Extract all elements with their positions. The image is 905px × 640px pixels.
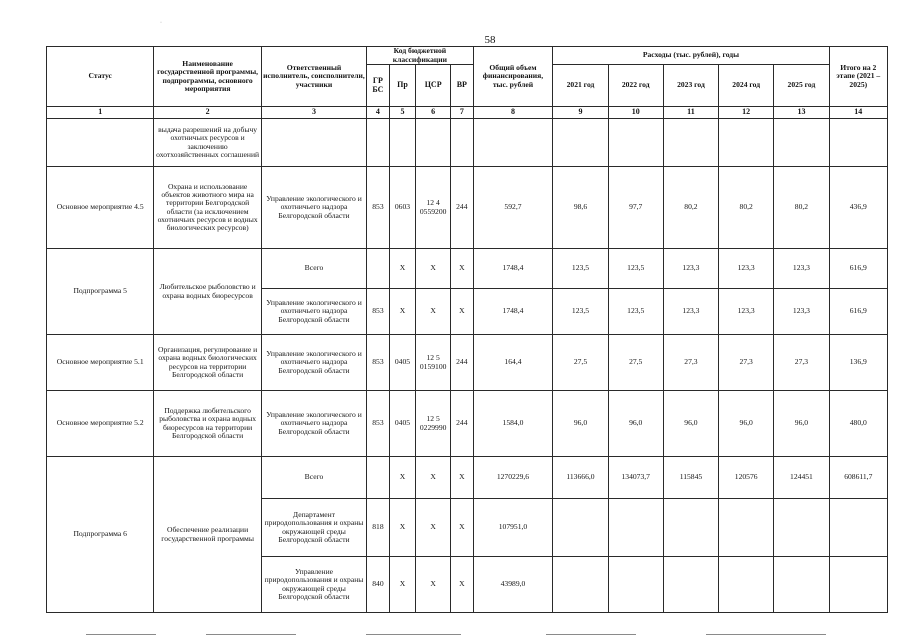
cell-vr: Х xyxy=(451,557,474,613)
table-row xyxy=(47,457,888,499)
column-number: 1 xyxy=(47,107,154,119)
cell-csr: Х xyxy=(416,499,451,557)
header-vr: ВР xyxy=(451,65,474,107)
edge-line xyxy=(366,634,461,635)
cell-2023: 123,3 xyxy=(663,289,718,335)
cell-pr: Х xyxy=(389,557,416,613)
cell-2022: 134073,7 xyxy=(608,457,663,499)
column-number: 4 xyxy=(367,107,390,119)
table-row xyxy=(47,119,888,167)
cell-stage-total: 480,0 xyxy=(829,391,887,457)
edge-line xyxy=(206,634,296,635)
column-number: 9 xyxy=(553,107,608,119)
cell-2022: 96,0 xyxy=(608,391,663,457)
cell-pr: Х xyxy=(389,249,416,289)
cell-total: 43989,0 xyxy=(473,557,553,613)
cell-2023 xyxy=(663,557,718,613)
cell-name: Организация, регулирование и охрана водных биологических ресурсов на территории Белгородской области xyxy=(154,335,261,391)
edge-line xyxy=(86,634,156,635)
cell-stage-total: 136,9 xyxy=(829,335,887,391)
cell-2024: 120576 xyxy=(719,457,774,499)
header-2021: 2021 год xyxy=(553,65,608,107)
cell-2023 xyxy=(663,499,718,557)
cell-2025: 96,0 xyxy=(774,391,829,457)
cell-csr: Х xyxy=(416,457,451,499)
cell-2025: 80,2 xyxy=(774,167,829,249)
cell-2023: 27,3 xyxy=(663,335,718,391)
cell-status xyxy=(47,119,154,167)
cell-pr: Х xyxy=(389,289,416,335)
column-number: 8 xyxy=(473,107,553,119)
cell-2024: 123,3 xyxy=(719,249,774,289)
header-2024: 2024 год xyxy=(719,65,774,107)
column-number: 11 xyxy=(663,107,718,119)
cell-2025 xyxy=(774,557,829,613)
cell-stage-total: 436,9 xyxy=(829,167,887,249)
cell-name: Обеспечение реализации государственной программы xyxy=(154,457,261,613)
cell-2021: 98,6 xyxy=(553,167,608,249)
cell-2025: 123,3 xyxy=(774,249,829,289)
cell-total: 1748,4 xyxy=(473,249,553,289)
cell-stage-total: 608611,7 xyxy=(829,457,887,499)
cell-status: Основное мероприятие 5.1 xyxy=(47,335,154,391)
column-number: 6 xyxy=(416,107,451,119)
cell-responsible: Всего xyxy=(261,249,366,289)
cell-responsible: Всего xyxy=(261,457,366,499)
cell-name: выдача разрешений на добычу охотничьих ресурсов и заключению охотхозяйственных соглашений xyxy=(154,119,261,167)
header-expenses: Расходы (тыс. рублей), годы xyxy=(553,47,829,65)
cell-2021: 96,0 xyxy=(553,391,608,457)
header-stage-total: Итого на 2 этапе (2021 – 2025) xyxy=(829,47,887,107)
cell-2024 xyxy=(719,557,774,613)
cell-stage-total: 616,9 xyxy=(829,249,887,289)
stray-mark: · xyxy=(160,20,162,26)
cell-csr: Х xyxy=(416,557,451,613)
cell-status: Основное мероприятие 5.2 xyxy=(47,391,154,457)
cell-2022 xyxy=(608,557,663,613)
header-budget-code: Код бюджетной классификации xyxy=(367,47,473,65)
table-row xyxy=(47,391,888,457)
cell-2024 xyxy=(719,499,774,557)
cell-stage-total xyxy=(829,557,887,613)
cell-status: Подпрограмма 6 xyxy=(47,457,154,613)
cell-csr: Х xyxy=(416,249,451,289)
cell-pr: Х xyxy=(389,457,416,499)
cell-csr: 12 5 0159100 xyxy=(416,335,451,391)
cell-grbs xyxy=(367,457,390,499)
cell-total: 592,7 xyxy=(473,167,553,249)
cell-name: Поддержка любительского рыболовства и охрана водных биоресурсов на территории Белгородской области xyxy=(154,391,261,457)
table-row xyxy=(47,335,888,391)
edge-line xyxy=(706,634,826,635)
cell-2021: 123,5 xyxy=(553,249,608,289)
page-number: 58 xyxy=(484,34,496,46)
cell-grbs: 840 xyxy=(367,557,390,613)
cell-2023: 96,0 xyxy=(663,391,718,457)
cell-responsible: Управление экологического и охотничьего надзора Белгородской области xyxy=(261,289,366,335)
cell-2021: 123,5 xyxy=(553,289,608,335)
cell-grbs: 853 xyxy=(367,391,390,457)
header-2022: 2022 год xyxy=(608,65,663,107)
cell-stage-total xyxy=(829,499,887,557)
column-number: 5 xyxy=(389,107,416,119)
edge-line xyxy=(546,634,636,635)
cell-2025 xyxy=(774,499,829,557)
header-csr: ЦСР xyxy=(416,65,451,107)
cell-2023: 80,2 xyxy=(663,167,718,249)
cell-responsible: Управление природопользования и охраны окружающей среды Белгородской области xyxy=(261,557,366,613)
cell-total: 107951,0 xyxy=(473,499,553,557)
cell-total: 1748,4 xyxy=(473,289,553,335)
cell-2022: 123,5 xyxy=(608,289,663,335)
cell-2025: 27,3 xyxy=(774,335,829,391)
cell-vr: 244 xyxy=(451,167,474,249)
cell-2022: 97,7 xyxy=(608,167,663,249)
cell-name: Охрана и использование объектов животного мира на территории Белгородской области (за исключением охотничьих ресурсов и водных биологических ресурсов) xyxy=(154,167,261,249)
cell-pr: Х xyxy=(389,499,416,557)
cell-responsible: Управление экологического и охотничьего надзора Белгородской области xyxy=(261,167,366,249)
cell-grbs: 853 xyxy=(367,167,390,249)
cell-2025: 124451 xyxy=(774,457,829,499)
cell-total: 1270229,6 xyxy=(473,457,553,499)
cell-csr: Х xyxy=(416,289,451,335)
column-number: 7 xyxy=(451,107,474,119)
cell-2024: 80,2 xyxy=(719,167,774,249)
table-row xyxy=(47,167,888,249)
column-number: 10 xyxy=(608,107,663,119)
cell-vr: Х xyxy=(451,457,474,499)
header-2023: 2023 год xyxy=(663,65,718,107)
header-pr: Пр xyxy=(389,65,416,107)
cell-2023: 123,3 xyxy=(663,249,718,289)
cell-grbs: 853 xyxy=(367,335,390,391)
cell-2024: 27,3 xyxy=(719,335,774,391)
column-number: 12 xyxy=(719,107,774,119)
cell-grbs: 818 xyxy=(367,499,390,557)
cell-2021: 27,5 xyxy=(553,335,608,391)
header-status: Статус xyxy=(47,47,154,107)
cell-vr: 244 xyxy=(451,391,474,457)
cell-stage-total: 616,9 xyxy=(829,289,887,335)
column-number: 2 xyxy=(154,107,261,119)
cell-vr: Х xyxy=(451,289,474,335)
column-number-row xyxy=(47,107,888,119)
cell-2021 xyxy=(553,557,608,613)
cell-pr: 0603 xyxy=(389,167,416,249)
next-page-table-edge xyxy=(46,632,888,638)
cell-vr: Х xyxy=(451,499,474,557)
cell-2021 xyxy=(553,499,608,557)
header-program-name: Наименование государственной программы, подпрограммы, основного мероприятия xyxy=(154,47,261,107)
cell-2025: 123,3 xyxy=(774,289,829,335)
header-total-volume: Общий объем финансирования, тыс. рублей xyxy=(473,47,553,107)
cell-grbs xyxy=(367,249,390,289)
cell-name: Любительское рыболовство и охрана водных биоресурсов xyxy=(154,249,261,335)
cell-vr: 244 xyxy=(451,335,474,391)
cell-status: Подпрограмма 5 xyxy=(47,249,154,335)
cell-2022 xyxy=(608,499,663,557)
cell-total: 164,4 xyxy=(473,335,553,391)
cell-responsible: Департамент природопользования и охраны окружающей среды Белгородской области xyxy=(261,499,366,557)
cell-2024: 123,3 xyxy=(719,289,774,335)
cell-pr: 0405 xyxy=(389,335,416,391)
cell-responsible: Управление экологического и охотничьего надзора Белгородской области xyxy=(261,391,366,457)
column-number: 13 xyxy=(774,107,829,119)
header-grbs: ГР БС xyxy=(367,65,390,107)
header-responsible: Ответственный исполнитель, соисполнители, участники xyxy=(261,47,366,107)
cell-status: Основное мероприятие 4.5 xyxy=(47,167,154,249)
cell-vr: Х xyxy=(451,249,474,289)
cell-responsible: Управление экологического и охотничьего надзора Белгородской области xyxy=(261,335,366,391)
cell-csr: 12 5 0229990 xyxy=(416,391,451,457)
column-number: 3 xyxy=(261,107,366,119)
budget-expenses-table xyxy=(46,46,888,613)
header-2025: 2025 год xyxy=(774,65,829,107)
cell-2024: 96,0 xyxy=(719,391,774,457)
cell-2023: 115845 xyxy=(663,457,718,499)
cell-csr: 12 4 0559200 xyxy=(416,167,451,249)
cell-2022: 27,5 xyxy=(608,335,663,391)
cell-total: 1584,0 xyxy=(473,391,553,457)
column-number: 14 xyxy=(829,107,887,119)
cell-pr: 0405 xyxy=(389,391,416,457)
cell-2022: 123,5 xyxy=(608,249,663,289)
cell-2021: 113666,0 xyxy=(553,457,608,499)
table-row xyxy=(47,249,888,289)
cell-grbs: 853 xyxy=(367,289,390,335)
